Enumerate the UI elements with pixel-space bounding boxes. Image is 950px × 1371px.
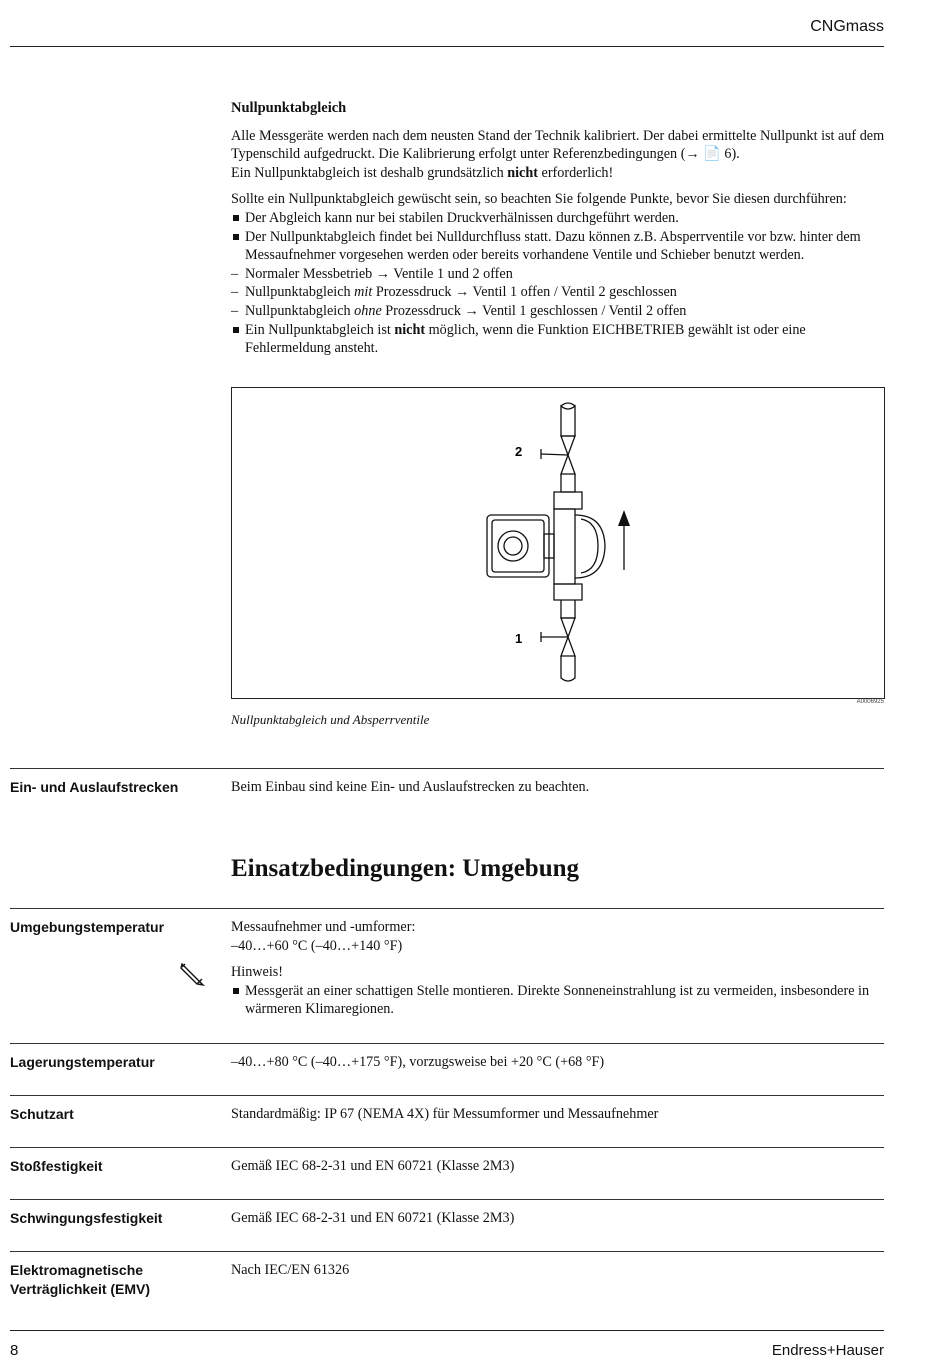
row-value: Standardmäßig: IP 67 (NEMA 4X) für Messumformer und Messaufnehmer — [231, 1106, 659, 1122]
valve-diagram — [231, 387, 885, 699]
section-heading: Nullpunktabgleich — [231, 100, 347, 116]
row-label: Schutzart — [10, 1106, 74, 1122]
dash-list — [231, 265, 885, 321]
row-protection — [10, 1095, 884, 1122]
paragraph-not-needed: Ein Nullpunktabgleich ist deshalb grundsätzlich nicht erforderlich! — [231, 164, 614, 181]
list-item: Der Nullpunktabgleich findet bei Nulldurchfluss statt. Dazu können z.B. Absperrventile vor bzw. hinter dem Messaufnehmer vorgesehen werden oder bereits vorhandene Ventile und Schieber benutzt werden. – Normaler Messbetrieb → Ventile 1 und 2 offen – Nullpunktabgleich mit Prozessdruck → Ventil 1 offen / Ventil 2 geschlossen – Nullpunktabgleich ohne Prozessdruck → Ventil 1 geschlossen / Ventil 2 offen — [231, 228, 885, 321]
row-shock-resistance — [10, 1147, 884, 1174]
row-inlet-outlet — [10, 768, 884, 795]
row-label: Schwingungsfestigkeit — [10, 1210, 163, 1226]
row-storage-temperature — [10, 1043, 884, 1070]
figure-caption: Nullpunktabgleich und Absperrventile — [231, 712, 430, 727]
list-item: – Nullpunktabgleich ohne Prozessdruck → Ventil 1 geschlossen / Ventil 2 offen — [231, 302, 885, 321]
list-item: Der Abgleich kann nur bei stabilen Druckverhälnissen durchgeführt werden. — [231, 209, 885, 228]
page-header — [10, 0, 884, 47]
page-number: 8 — [10, 1342, 19, 1359]
product-name: CNGmass — [810, 18, 884, 35]
row-value: Nach IEC/EN 61326 — [231, 1262, 350, 1278]
note-heading: Hinweis! — [231, 964, 284, 981]
paragraph-calibration: Alle Messgeräte werden nach dem neusten Stand der Technik kalibriert. Der dabei ermittelte Nullpunkt ist auf dem Typenschild aufgedruckt. Die Kalibrierung erfolgt unter Referenzbedingungen (→ 📄 6). — [231, 127, 885, 163]
row-value: Beim Einbau sind keine Ein- und Auslaufstrecken zu beachten. — [231, 779, 590, 795]
row-value: Gemäß IEC 68-2-31 und EN 60721 (Klasse 2M3) — [231, 1210, 515, 1226]
row-value: Gemäß IEC 68-2-31 und EN 60721 (Klasse 2M3) — [231, 1158, 515, 1174]
paragraph-instructions: Sollte ein Nullpunktabgleich gewüscht sein, so beachten Sie folgende Punkte, bevor Sie diesen durchführen: — [231, 191, 847, 208]
row-label: Elektromagnetische Verträglichkeit (EMV) — [10, 1262, 151, 1297]
row-value: Messaufnehmer und -umformer: –40…+60 °C (–40…+140 °F) Hinweis! Messgerät an einer schattigen Stelle montieren. Direkte Sonneneinstrahlung ist zu vermeiden, insbesondere in wärmeren Klimaregionen. — [231, 918, 885, 1019]
note-list — [231, 982, 885, 1019]
row-label: Lagerungstemperatur — [10, 1054, 155, 1070]
bullet-list — [231, 209, 885, 358]
list-item: Messgerät an einer schattigen Stelle montieren. Direkte Sonneneinstrahlung ist zu vermeiden, insbesondere in wärmeren Klimaregionen. — [231, 982, 885, 1019]
page-footer — [10, 1330, 884, 1371]
valve-2-label: 2 — [515, 444, 523, 459]
row-label: Ein- und Auslaufstrecken — [10, 779, 179, 795]
list-item: Ein Nullpunktabgleich ist nicht möglich, wenn die Funktion EICHBETRIEB gewählt ist oder eine Fehlermeldung ansteht. — [231, 321, 885, 358]
row-label: Umgebungstemperatur — [10, 919, 165, 935]
row-emc — [10, 1251, 884, 1297]
pencil-icon — [178, 960, 206, 988]
page-reference: → 📄 6). — [685, 146, 740, 163]
diagram-drawing — [232, 388, 884, 698]
valve-1-label: 1 — [515, 631, 523, 646]
row-label: Stoßfestigkeit — [10, 1158, 103, 1174]
brand-name: Endress+Hauser — [771, 1342, 884, 1359]
chapter-title: Einsatzbedingungen: Umgebung — [231, 855, 579, 882]
row-value: –40…+80 °C (–40…+175 °F), vorzugsweise bei +20 °C (+68 °F) — [231, 1054, 605, 1070]
row-ambient-temperature — [10, 908, 884, 1018]
figure-code: A0006925 — [856, 699, 884, 705]
list-item: – Nullpunktabgleich mit Prozessdruck → Ventil 1 offen / Ventil 2 geschlossen — [231, 283, 885, 302]
list-item: – Normaler Messbetrieb → Ventile 1 und 2 offen — [231, 265, 885, 284]
row-vibration-resistance — [10, 1199, 884, 1226]
zero-point-section — [231, 99, 885, 358]
